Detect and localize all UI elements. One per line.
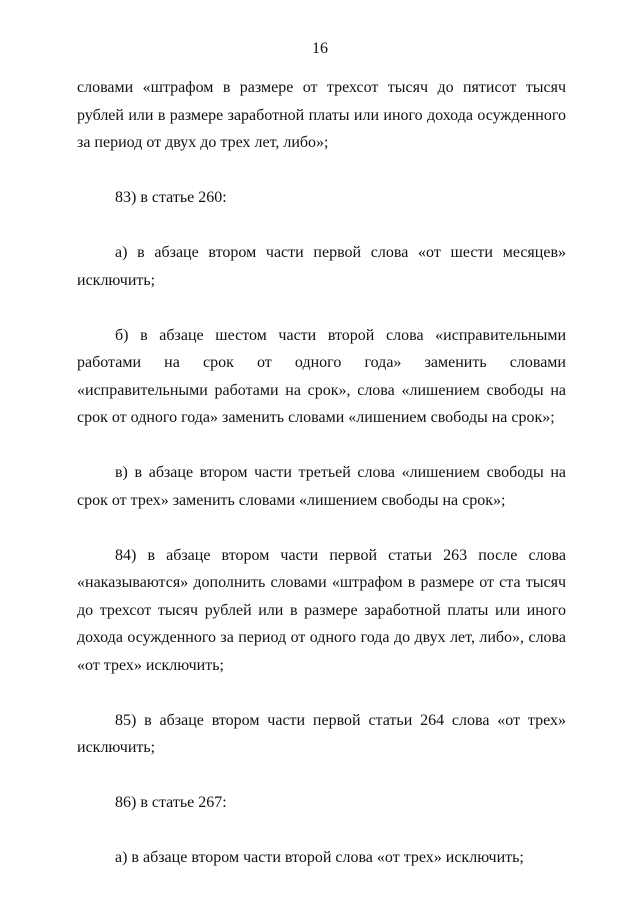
paragraph-item-85: 85) в абзаце втором части первой статьи 264 слова «от трех» исключить; <box>77 711 566 756</box>
paragraph-item-83-b: б) в абзаце шестом части второй слова «исправительными работами на срок от одного года» заменить словами «исправительными работами на срок», слова «лишением свободы на срок от одного года» заменить словами «лишением свободы на срок»; <box>77 326 566 426</box>
page-number: 16 <box>312 40 328 57</box>
paragraph-continuation: словами «штрафом в размере от трехсот тысяч до пятисот тысяч рублей или в размере заработной платы или иного дохода осужденного за период от двух до трех лет, либо»; <box>77 79 566 151</box>
paragraph-item-86-a: а) в абзаце втором части второй слова «от трех» исключить; <box>115 849 524 866</box>
paragraph-item-83-a: а) в абзаце втором части первой слова «от шести месяцев» исключить; <box>77 244 566 289</box>
paragraph-item-83-v: в) в абзаце втором части третьей слова «лишением свободы на срок от трех» заменить словами «лишением свободы на срок»; <box>77 464 566 509</box>
document-body <box>77 74 566 872</box>
paragraph-item-83: 83) в статье 260: <box>115 189 227 206</box>
paragraph-item-86: 86) в статье 267: <box>115 794 227 811</box>
paragraph-item-84: 84) в абзаце втором части первой статьи 263 после слова «наказываются» дополнить словами «штрафом в размере от ста тысяч до трехсот тысяч рублей или в размере заработной платы или иного дохода осужденного за период от одного года до двух лет, либо», слова «от трех» исключить; <box>77 546 566 674</box>
